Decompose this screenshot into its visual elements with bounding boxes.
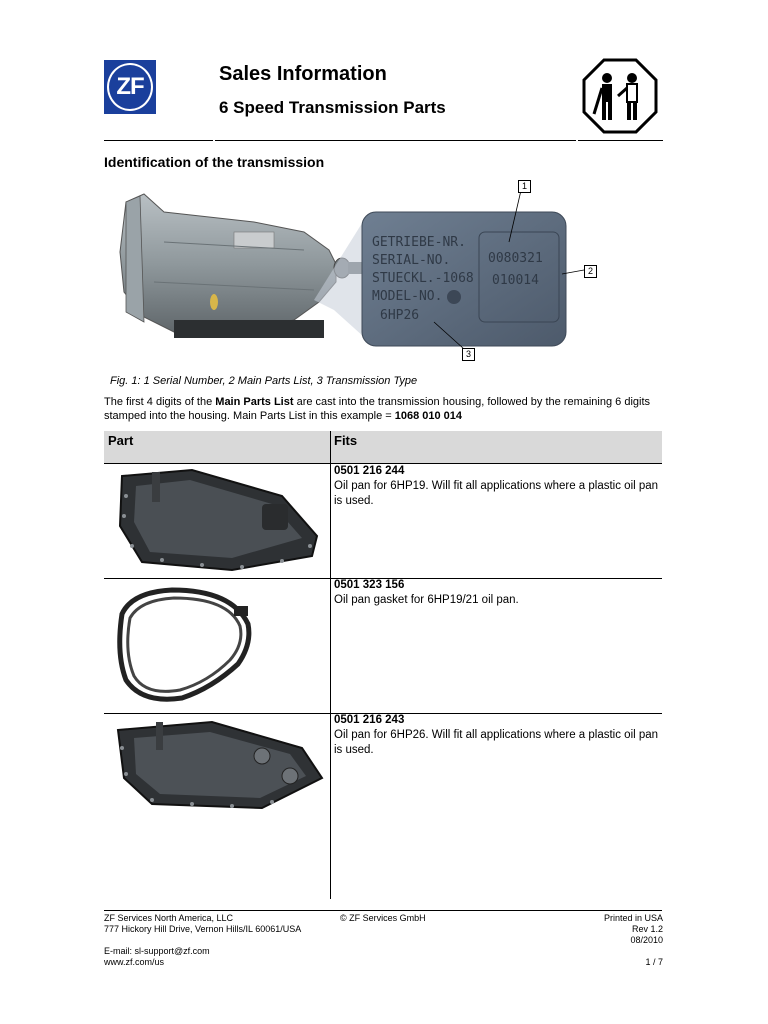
header-rule-right: [578, 140, 663, 141]
intro-bold-b: 1068 010 014: [394, 410, 463, 422]
footer-page-number: 1 / 7: [645, 957, 663, 967]
plate-line-4: MODEL-NO.: [372, 289, 443, 304]
footer-address: 777 Hickory Hill Drive, Vernon Hills/IL 60061/USA: [104, 924, 302, 934]
oil-pan-6hp19-image: [112, 466, 328, 574]
parts-row-1: [334, 464, 660, 509]
figure-caption: Fig. 1: 1 Serial Number, 2 Main Parts List, 3 Transmission Type: [110, 375, 418, 387]
document-title: Sales Information: [219, 63, 387, 85]
footer-company: ZF Services North America, LLC: [104, 913, 234, 923]
plate-serial: 0080321: [488, 251, 543, 266]
footer-printed: Printed in USA: [603, 913, 663, 923]
intro-paragraph: [104, 395, 664, 423]
footer-date: 08/2010: [630, 935, 663, 945]
callout-3: 3: [462, 348, 475, 361]
header-rule-middle: [215, 140, 576, 141]
part-description: Oil pan gasket for 6HP19/21 oil pan.: [334, 594, 519, 606]
transmission-figure: [104, 172, 664, 362]
oil-pan-6hp26-image: [112, 718, 326, 814]
footer-right: [560, 913, 663, 968]
section-title: Identification of the transmission: [104, 154, 325, 170]
footer-left: [104, 913, 301, 968]
callout-1: 1: [518, 180, 531, 193]
part-number: 0501 216 243: [334, 714, 405, 726]
parts-table-header: [104, 431, 662, 463]
plate-line-1: GETRIEBE-NR.: [372, 235, 466, 250]
footer-email: E-mail: sl-support@zf.com: [104, 946, 210, 956]
part-number: 0501 323 156: [334, 579, 405, 591]
footer-web: www.zf.com/us: [104, 957, 165, 967]
col-header-fits: Fits: [334, 433, 358, 448]
footer-rule: [104, 910, 662, 911]
zf-logo-text: ZF: [107, 63, 153, 111]
plate-line-3: STUECKL.-1068: [372, 271, 474, 286]
footer-rev: Rev 1.2: [631, 924, 663, 934]
intro-text-b: are cast into the transmission housing, followed by the remaining 6 digits stamped into the housing. Main Parts List in this example =: [104, 396, 650, 422]
document-subtitle: 6 Speed Transmission Parts: [219, 98, 446, 117]
plate-line-2: SERIAL-NO.: [372, 253, 451, 268]
intro-text-a: The first 4 digits of the: [104, 396, 216, 408]
part-number: 0501 216 244: [334, 465, 405, 477]
plate-line-5: 6HP26: [380, 308, 420, 323]
header-rule-left: [104, 140, 213, 141]
zf-logo: [104, 60, 156, 114]
callout-2: 2: [584, 265, 597, 278]
intro-bold-a: Main Parts List: [215, 396, 294, 408]
part-description: Oil pan for 6HP19. Will fit all applications where a plastic oil pan is used.: [334, 480, 659, 507]
parts-row-2: [334, 578, 660, 608]
part-description: Oil pan for 6HP26. Will fit all applications where a plastic oil pan is used.: [334, 729, 659, 756]
footer-copyright: © ZF Services GmbH: [340, 913, 426, 923]
table-column-divider: [330, 431, 331, 899]
plate-parts: 010014: [492, 273, 539, 288]
oil-pan-gasket-image: [112, 584, 258, 708]
parts-row-3: [334, 713, 660, 758]
mechanic-octagon-icon: [582, 58, 658, 134]
col-header-part: Part: [108, 433, 134, 448]
